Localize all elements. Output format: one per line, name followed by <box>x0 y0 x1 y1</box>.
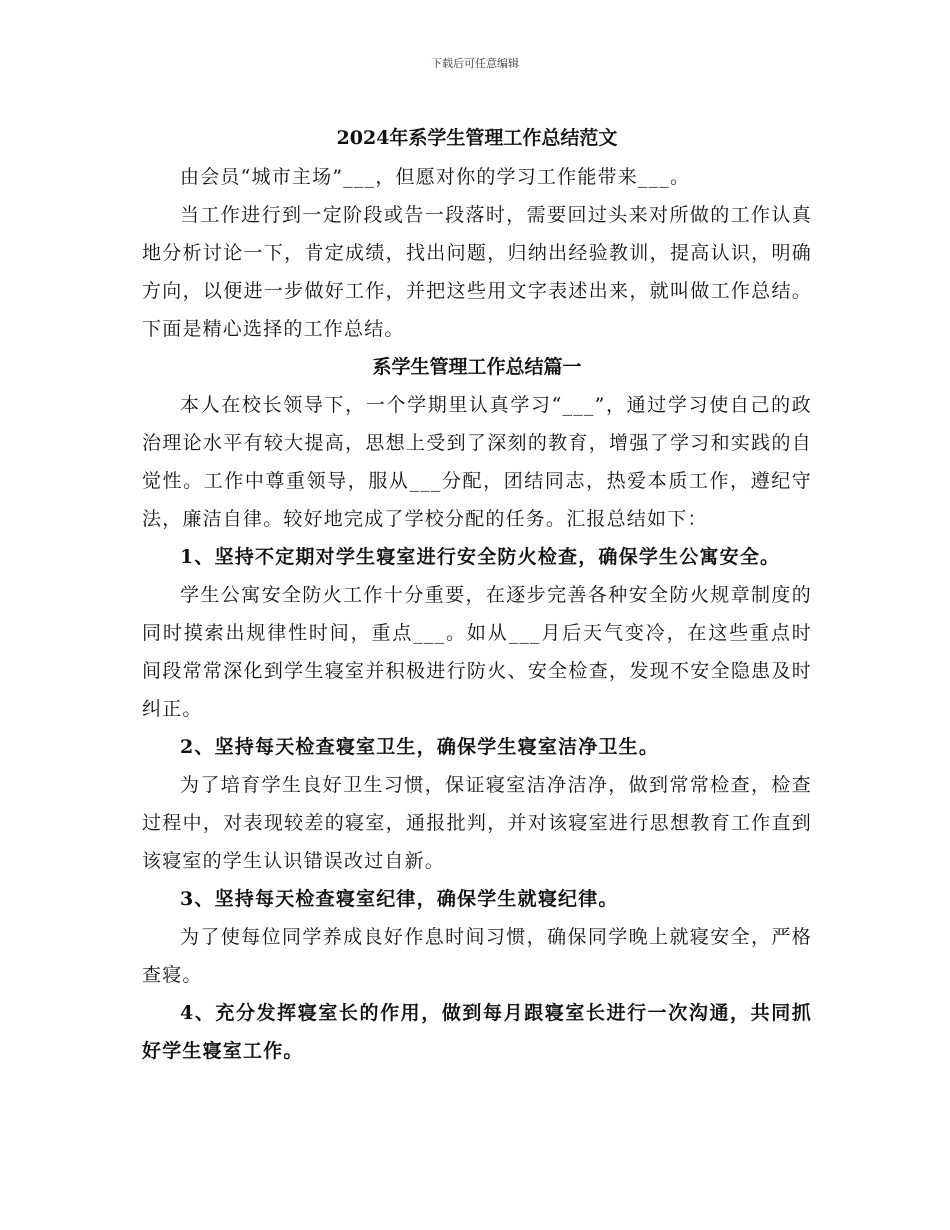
document-body <box>142 118 812 1070</box>
item-3-text: 为了使每位同学养成良好作息时间习惯，确保同学晚上就寝安全，严格查寝。 <box>142 926 812 986</box>
section-heading: 系学生管理工作总结篇一 <box>372 356 582 378</box>
intro-paragraph-2: 当工作进行到一定阶段或告一段落时，需要回过头来对所做的工作认真地分析讨论一下，肯定成绩，找出问题，归纳出经验教训，提高认识，明确方向，以便进一步做好工作，并把这些用文字表述出来，就叫做工作总结。下面是精心选择的工作总结。 <box>142 204 812 340</box>
item-4-heading: 4、充分发挥寝室长的作用，做到每月跟寝室长进行一次沟通，共同抓好学生寝室工作。 <box>142 1002 812 1062</box>
item-2-text: 为了培育学生良好卫生习惯，保证寝室洁净洁净，做到常常检查，检查过程中，对表现较差的寝室，通报批判，并对该寝室进行思想教育工作直到该寝室的学生认识错误改过自新。 <box>142 774 812 872</box>
item-3-heading: 3、坚持每天检查寝室纪律，确保学生就寝纪律。 <box>180 888 619 910</box>
item-1-heading: 1、坚持不定期对学生寝室进行安全防火检查，确保学生公寓安全。 <box>180 546 781 568</box>
body-intro-paragraph: 本人在校长领导下，一个学期里认真学习“___”，通过学习使自己的政治理论水平有较大提高，思想上受到了深刻的教育，增强了学习和实践的自觉性。工作中尊重领导，服从___分配，团结同志，热爱本质工作，遵纪守法，廉洁自律。较好地完成了学校分配的任务。汇报总结如下： <box>142 394 812 530</box>
item-2-heading: 2、坚持每天检查寝室卫生，确保学生寝室洁净卫生。 <box>180 736 660 758</box>
item-1-text: 学生公寓安全防火工作十分重要，在逐步完善各种安全防火规章制度的同时摸索出规律性时间，重点___。如从___月后天气变冷，在这些重点时间段常常深化到学生寝室并积极进行防火、安全检查，发现不安全隐患及时纠正。 <box>142 584 812 720</box>
header-note: 下载后可任意编辑 <box>431 57 519 70</box>
intro-paragraph-1: 由会员“城市主场”___，但愿对你的学习工作能带来___。 <box>180 166 691 188</box>
document-title: 2024年系学生管理工作总结范文 <box>336 127 618 149</box>
